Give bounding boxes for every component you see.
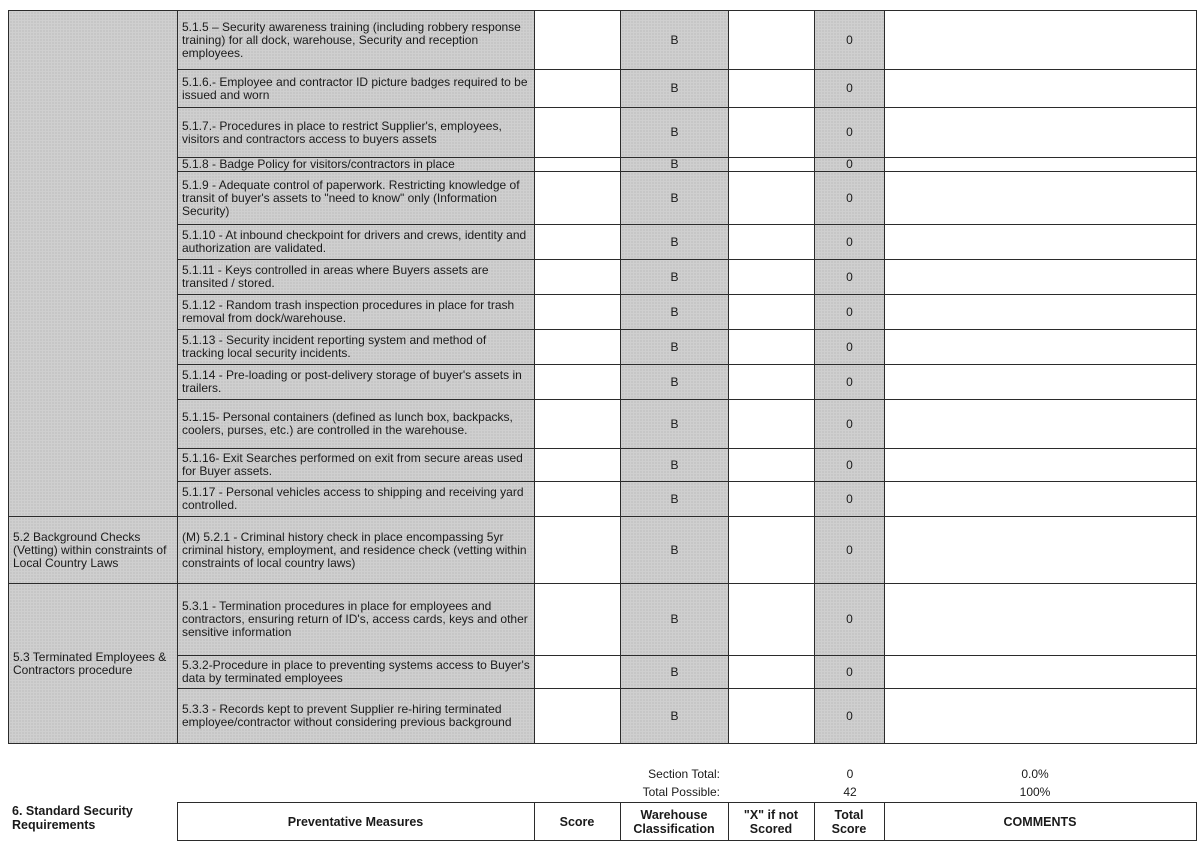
comments-cell[interactable] bbox=[885, 70, 1197, 108]
classification-cell: B bbox=[621, 260, 729, 295]
security-checklist-table bbox=[8, 10, 1197, 744]
total-score-cell: 0 bbox=[815, 11, 885, 70]
comments-cell[interactable] bbox=[885, 260, 1197, 295]
comments-cell[interactable] bbox=[885, 482, 1197, 517]
not-scored-cell[interactable] bbox=[729, 449, 815, 482]
score-cell[interactable] bbox=[535, 365, 621, 400]
section-5-3-cell: 5.3 Terminated Employees & Contractors procedure bbox=[9, 584, 178, 744]
score-cell[interactable] bbox=[535, 295, 621, 330]
comments-cell[interactable] bbox=[885, 449, 1197, 482]
score-cell[interactable] bbox=[535, 70, 621, 108]
not-scored-cell[interactable] bbox=[729, 689, 815, 744]
classification-cell: B bbox=[621, 584, 729, 656]
measure-cell: 5.3.1 - Termination procedures in place for employees and contractors, ensuring return of ID's, access cards, keys and other sensitive information bbox=[178, 584, 535, 656]
comments-cell[interactable] bbox=[885, 158, 1197, 172]
measure-cell: 5.3.2-Procedure in place to preventing systems access to Buyer's data by terminated employees bbox=[178, 656, 535, 689]
classification-cell: B bbox=[621, 517, 729, 584]
not-scored-cell[interactable] bbox=[729, 400, 815, 449]
section-total-label: Section Total: bbox=[648, 767, 720, 781]
comments-cell[interactable] bbox=[885, 108, 1197, 158]
table-row bbox=[9, 158, 1197, 172]
not-scored-cell[interactable] bbox=[729, 517, 815, 584]
score-cell[interactable] bbox=[535, 11, 621, 70]
warehouse-classification-header: Warehouse Classification bbox=[620, 803, 728, 841]
total-score-cell: 0 bbox=[815, 295, 885, 330]
preventative-measures-header: Preventative Measures bbox=[177, 803, 534, 841]
classification-cell: B bbox=[621, 70, 729, 108]
total-possible-value: 42 bbox=[843, 785, 857, 799]
comments-cell[interactable] bbox=[885, 689, 1197, 744]
total-score-cell: 0 bbox=[815, 482, 885, 517]
total-possible-label: Total Possible: bbox=[642, 785, 720, 799]
table-row bbox=[9, 11, 1197, 70]
table-row bbox=[9, 260, 1197, 295]
classification-cell: B bbox=[621, 656, 729, 689]
table-row bbox=[9, 365, 1197, 400]
score-cell[interactable] bbox=[535, 158, 621, 172]
total-score-cell: 0 bbox=[815, 689, 885, 744]
not-scored-cell[interactable] bbox=[729, 172, 815, 225]
score-cell[interactable] bbox=[535, 172, 621, 225]
classification-cell: B bbox=[621, 158, 729, 172]
section-6-title: 6. Standard Security Requirements bbox=[12, 803, 133, 832]
table-row bbox=[9, 295, 1197, 330]
score-cell[interactable] bbox=[535, 517, 621, 584]
score-cell[interactable] bbox=[535, 400, 621, 449]
classification-cell: B bbox=[621, 449, 729, 482]
table-row bbox=[9, 449, 1197, 482]
score-cell[interactable] bbox=[535, 225, 621, 260]
not-scored-cell[interactable] bbox=[729, 158, 815, 172]
measure-cell: 5.1.13 - Security incident reporting system and method of tracking local security incidents. bbox=[178, 330, 535, 365]
classification-cell: B bbox=[621, 689, 729, 744]
classification-cell: B bbox=[621, 11, 729, 70]
total-score-cell: 0 bbox=[815, 108, 885, 158]
total-score-cell: 0 bbox=[815, 158, 885, 172]
score-cell[interactable] bbox=[535, 108, 621, 158]
total-score-cell: 0 bbox=[815, 172, 885, 225]
measure-cell: 5.1.15- Personal containers (defined as lunch box, backpacks, coolers, purses, etc.) are controlled in the warehouse. bbox=[178, 400, 535, 449]
classification-cell: B bbox=[621, 482, 729, 517]
classification-cell: B bbox=[621, 225, 729, 260]
classification-cell: B bbox=[621, 295, 729, 330]
measure-cell: 5.1.5 – Security awareness training (including robbery response training) for all dock, warehouse, Security and reception employees. bbox=[178, 11, 535, 70]
not-scored-cell[interactable] bbox=[729, 656, 815, 689]
total-score-cell: 0 bbox=[815, 225, 885, 260]
measure-cell: 5.1.9 - Adequate control of paperwork. Restricting knowledge of transit of buyer's assets to "need to know" only (Information Security) bbox=[178, 172, 535, 225]
score-cell[interactable] bbox=[535, 330, 621, 365]
table-row bbox=[9, 70, 1197, 108]
table-row bbox=[9, 172, 1197, 225]
section-5-2-cell: 5.2 Background Checks (Vetting) within constraints of Local Country Laws bbox=[9, 517, 178, 584]
score-header: Score bbox=[534, 803, 620, 841]
comments-cell[interactable] bbox=[885, 584, 1197, 656]
measure-cell: (M) 5.2.1 - Criminal history check in place encompassing 5yr criminal history, employment, and residence check (vetting within constraints of local country laws) bbox=[178, 517, 535, 584]
classification-cell: B bbox=[621, 365, 729, 400]
table-row bbox=[9, 584, 1197, 656]
classification-cell: B bbox=[621, 172, 729, 225]
measure-cell: 5.1.11 - Keys controlled in areas where Buyers assets are transited / stored. bbox=[178, 260, 535, 295]
section-6-header-row bbox=[8, 802, 1197, 841]
total-score-cell: 0 bbox=[815, 70, 885, 108]
score-cell[interactable] bbox=[535, 482, 621, 517]
total-score-cell: 0 bbox=[815, 400, 885, 449]
table-row bbox=[9, 656, 1197, 689]
table-row bbox=[9, 400, 1197, 449]
measure-cell: 5.1.16- Exit Searches performed on exit from secure areas used for Buyer assets. bbox=[178, 449, 535, 482]
comments-header: COMMENTS bbox=[884, 803, 1196, 841]
table-row bbox=[9, 689, 1197, 744]
comments-cell[interactable] bbox=[885, 330, 1197, 365]
measure-cell: 5.1.8 - Badge Policy for visitors/contractors in place bbox=[178, 158, 535, 172]
total-score-cell: 0 bbox=[815, 260, 885, 295]
total-score-cell: 0 bbox=[815, 517, 885, 584]
section-total-value: 0 bbox=[846, 767, 854, 781]
table-row bbox=[9, 108, 1197, 158]
total-score-cell: 0 bbox=[815, 330, 885, 365]
table-row bbox=[9, 330, 1197, 365]
score-cell[interactable] bbox=[535, 689, 621, 744]
not-scored-cell[interactable] bbox=[729, 584, 815, 656]
comments-cell[interactable] bbox=[885, 295, 1197, 330]
table-row bbox=[9, 225, 1197, 260]
score-cell[interactable] bbox=[535, 656, 621, 689]
total-possible-percent: 100% bbox=[1019, 785, 1051, 799]
not-scored-cell[interactable] bbox=[729, 11, 815, 70]
not-scored-cell[interactable] bbox=[729, 482, 815, 517]
total-score-header: Total Score bbox=[814, 803, 884, 841]
measure-cell: 5.1.6.- Employee and contractor ID picture badges required to be issued and worn bbox=[178, 70, 535, 108]
comments-cell[interactable] bbox=[885, 400, 1197, 449]
score-cell[interactable] bbox=[535, 584, 621, 656]
comments-cell[interactable] bbox=[885, 365, 1197, 400]
not-scored-cell[interactable] bbox=[729, 365, 815, 400]
table-row bbox=[9, 517, 1197, 584]
not-scored-cell[interactable] bbox=[729, 225, 815, 260]
comments-cell[interactable] bbox=[885, 517, 1197, 584]
not-scored-cell[interactable] bbox=[729, 330, 815, 365]
classification-cell: B bbox=[621, 108, 729, 158]
score-cell[interactable] bbox=[535, 449, 621, 482]
measure-cell: 5.1.10 - At inbound checkpoint for drivers and crews, identity and authorization are validated. bbox=[178, 225, 535, 260]
not-scored-header: "X" if not Scored bbox=[728, 803, 814, 841]
measure-cell: 5.1.14 - Pre-loading or post-delivery storage of buyer's assets in trailers. bbox=[178, 365, 535, 400]
score-cell[interactable] bbox=[535, 260, 621, 295]
measure-cell: 5.3.3 - Records kept to prevent Supplier re-hiring terminated employee/contractor without considering previous background bbox=[178, 689, 535, 744]
comments-cell[interactable] bbox=[885, 11, 1197, 70]
not-scored-cell[interactable] bbox=[729, 70, 815, 108]
total-score-cell: 0 bbox=[815, 584, 885, 656]
comments-cell[interactable] bbox=[885, 172, 1197, 225]
total-score-cell: 0 bbox=[815, 449, 885, 482]
classification-cell: B bbox=[621, 330, 729, 365]
comments-cell[interactable] bbox=[885, 225, 1197, 260]
not-scored-cell[interactable] bbox=[729, 108, 815, 158]
measure-cell: 5.1.12 - Random trash inspection procedures in place for trash removal from dock/warehouse. bbox=[178, 295, 535, 330]
table-row bbox=[9, 482, 1197, 517]
section-5-1-cell bbox=[9, 11, 178, 517]
section-total-percent: 0.0% bbox=[1021, 767, 1049, 781]
classification-cell: B bbox=[621, 400, 729, 449]
total-score-cell: 0 bbox=[815, 656, 885, 689]
total-score-cell: 0 bbox=[815, 365, 885, 400]
measure-cell: 5.1.17 - Personal vehicles access to shipping and receiving yard controlled. bbox=[178, 482, 535, 517]
not-scored-cell[interactable] bbox=[729, 260, 815, 295]
measure-cell: 5.1.7.- Procedures in place to restrict Supplier's, employees, visitors and contractors access to buyers assets bbox=[178, 108, 535, 158]
comments-cell[interactable] bbox=[885, 656, 1197, 689]
not-scored-cell[interactable] bbox=[729, 295, 815, 330]
